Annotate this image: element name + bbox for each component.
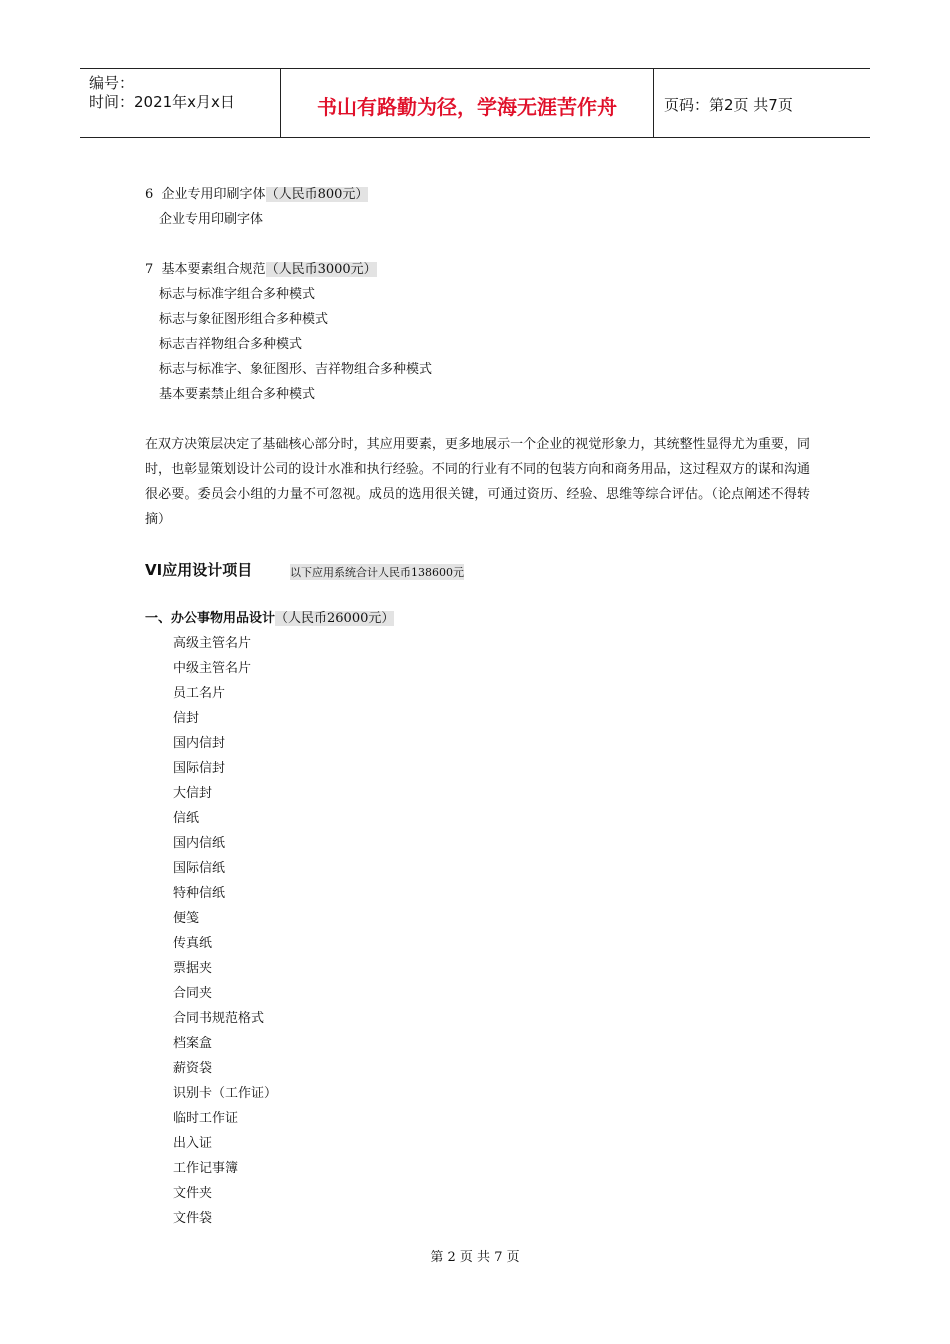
list-item: 国内信纸 xyxy=(173,836,226,851)
list-item: 档案盒 xyxy=(173,1036,213,1051)
list-item: 传真纸 xyxy=(173,936,213,951)
item6-title: 企业专用印刷字体 xyxy=(161,187,266,202)
list-item: 识别卡（工作证） xyxy=(173,1086,278,1101)
list-item: 便笺 xyxy=(173,911,200,926)
list-item: 信纸 xyxy=(173,811,200,826)
vi-section-title: VI应用设计项目 xyxy=(145,561,253,579)
list-item: 中级主管名片 xyxy=(173,661,252,676)
header-motto-cell xyxy=(281,69,654,137)
item6-line: 企业专用印刷字体 xyxy=(159,212,264,227)
header-page-label: 页码：第2页 共7页 xyxy=(664,96,793,114)
list-item: 信封 xyxy=(173,711,200,726)
item7-number: 7 xyxy=(145,262,154,277)
body-paragraph: 在双方决策层决定了基础核心部分时，其应用要素，更多地展示一个企业的视觉形象力，其统整性显得尤为重要，同时，也彰显策划设计公司的设计水准和执行经验。不同的行业有不同的包装方向和商务用品，这过程双方的谋和沟通很必要。委员会小组的力量不可忽视。成员的选用很关键，可通过资历、经验、思维等综合评估。（论点阐述不得转摘） xyxy=(145,437,810,527)
page-footer: 第 2 页 共 7 页 xyxy=(430,1250,520,1265)
item7-heading xyxy=(145,260,377,280)
document-header xyxy=(80,68,870,138)
list-item: 临时工作证 xyxy=(173,1111,239,1126)
list-item: 国际信纸 xyxy=(173,861,226,876)
item7-title: 基本要素组合规范 xyxy=(161,262,266,277)
list-item: 合同书规范格式 xyxy=(173,1011,265,1026)
header-info-cell xyxy=(80,69,281,137)
item7-line: 基本要素禁止组合多种模式 xyxy=(159,387,316,402)
item7-line: 标志与象征图形组合多种模式 xyxy=(159,312,329,327)
section1-title: 一、办公事物用品设计 xyxy=(145,611,276,626)
item7-line: 标志吉祥物组合多种模式 xyxy=(159,337,303,352)
list-item: 高级主管名片 xyxy=(173,636,252,651)
header-page-cell xyxy=(654,69,870,137)
time-label: 时间：2021年x月x日 xyxy=(89,93,235,111)
item7-price: （人民币3000元） xyxy=(265,262,377,277)
list-item: 合同夹 xyxy=(173,986,213,1001)
number-label: 编号： xyxy=(89,74,135,92)
list-item: 国内信封 xyxy=(173,736,226,751)
list-item: 薪资袋 xyxy=(173,1061,213,1076)
item6-number: 6 xyxy=(145,187,154,202)
list-item: 员工名片 xyxy=(173,686,226,701)
list-item: 出入证 xyxy=(173,1136,213,1151)
list-item: 文件袋 xyxy=(173,1211,213,1226)
item6-price: （人民币800元） xyxy=(265,187,369,202)
list-item: 特种信纸 xyxy=(173,886,226,901)
list-item: 国际信封 xyxy=(173,761,226,776)
item7-line: 标志与标准字组合多种模式 xyxy=(159,287,316,302)
vi-total-note: 以下应用系统合计人民币138600元 xyxy=(290,566,464,579)
list-item: 票据夹 xyxy=(173,961,213,976)
section1-price: （人民币26000元） xyxy=(275,611,395,626)
section1-heading xyxy=(145,609,394,629)
item7-line: 标志与标准字、象征图形、吉祥物组合多种模式 xyxy=(159,362,433,377)
list-item: 工作记事簿 xyxy=(173,1161,239,1176)
motto-text: 书山有路勤为径，学海无涯苦作舟 xyxy=(317,95,617,119)
list-item: 文件夹 xyxy=(173,1186,213,1201)
item6-heading xyxy=(145,185,368,205)
list-item: 大信封 xyxy=(173,786,213,801)
